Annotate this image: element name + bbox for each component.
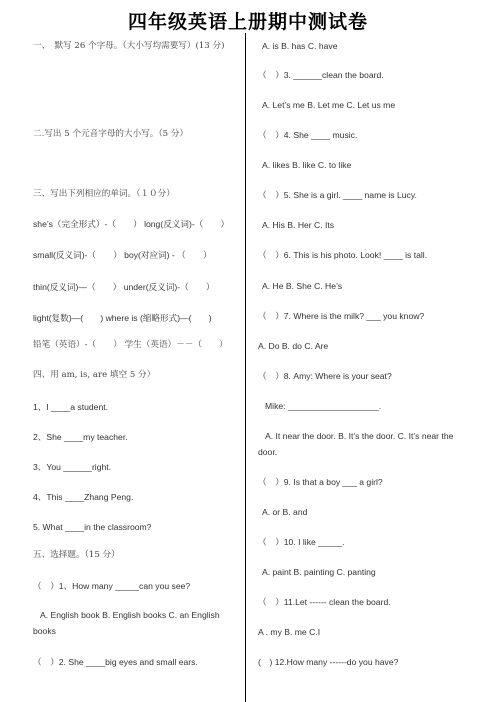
column-divider [245, 33, 246, 702]
choice-q9: （ ）9. Is that a boy ___ a girl? [258, 477, 383, 487]
choice-q1-options: A. English book B. English books C. an English books [33, 610, 220, 636]
fill-item-2: 2、She ____my teacher. [33, 432, 128, 442]
choice-q8-options: A. It near the door. B. It’s the door. C. It’s near the door. [258, 431, 454, 457]
word-row-5: 铅笔（英语）-（ ） 学生（英语）－－（ ） [33, 340, 228, 350]
word-row-3: thin(反义词)—（ ） under(反义词)-（ ） [33, 282, 215, 292]
choice-q9-options: A. or B. and [262, 507, 308, 517]
choice-q8-dialogue: Mike: ___________________. [265, 401, 382, 411]
choice-q2: （ ）2. She ____big eyes and small ears. [33, 657, 198, 667]
choice-q12: ( ) 12.How many ------do you have? [258, 657, 399, 667]
word-row-4: light(复数)—( ) where is (缩略形式)—( ) [33, 313, 212, 323]
choice-q11-options: A . my B. me C.I [258, 627, 321, 637]
fill-item-3: 3、You ______right. [33, 462, 112, 472]
choice-q4-options: A. likes B. like C. to like [262, 160, 352, 170]
choice-q10: （ ）10. I like _____. [258, 537, 345, 547]
choice-q4: （ ）4. She ____ music. [258, 130, 358, 140]
word-row-1: she’s（完全形式）-（ ） long(反义词)-（ ） [33, 219, 230, 229]
choice-q7: （ ）7. Where is the milk? ___ you know? [258, 311, 425, 321]
fill-item-1: 1、I ____a student. [33, 402, 109, 412]
section-5-heading: 五、选择题。（15 分） [33, 550, 120, 560]
choice-q8: （ ）8. Amy: Where is your seat? [258, 371, 392, 381]
choice-q7-options: A. Do B. do C. Are [258, 341, 329, 351]
section-2-heading: 二.写出 5 个元音字母的大小写。（5 分） [33, 129, 189, 139]
choice-q3: （ ）3. ______clean the board. [258, 70, 384, 80]
document-title: 四年级英语上册期中测试卷 [127, 11, 368, 33]
choice-q6-options: A. He B. She C. He’s [262, 281, 343, 291]
choice-q1: （ ）1、How many _____can you see? [33, 581, 191, 591]
choice-q11: （ ）11.Let ------ clean the board. [258, 597, 391, 607]
choice-q5-options: A. His B. Her C. Its [262, 220, 335, 230]
section-3-heading: 三、写出下列相应的单词。（１０分） [33, 189, 175, 199]
choice-q2-options: A. is B. has C. have [262, 41, 338, 51]
choice-q5: （ ）5. She is a girl. ____ name is Lucy. [258, 190, 417, 200]
choice-q3-options: A. Let’s me B. Let me C. Let us me [262, 100, 396, 110]
section-1-heading: 一、 默写 26 个字母。（大小写均需要写）(13 分) [33, 41, 225, 51]
choice-q10-options: A. paint B. painting C. panting [262, 567, 376, 577]
choice-q6: （ ）6. This is his photo. Look! ____ is tall. [258, 250, 428, 260]
section-4-heading: 四、用 am, is, are 填空 5 分） [33, 370, 156, 380]
fill-item-4: 4、This ____Zhang Peng. [33, 492, 134, 502]
word-row-2: small(反义词)-（ ） boy(对应词) - （ ） [33, 250, 212, 260]
fill-item-5: 5. What ____in the classroom? [33, 522, 152, 532]
